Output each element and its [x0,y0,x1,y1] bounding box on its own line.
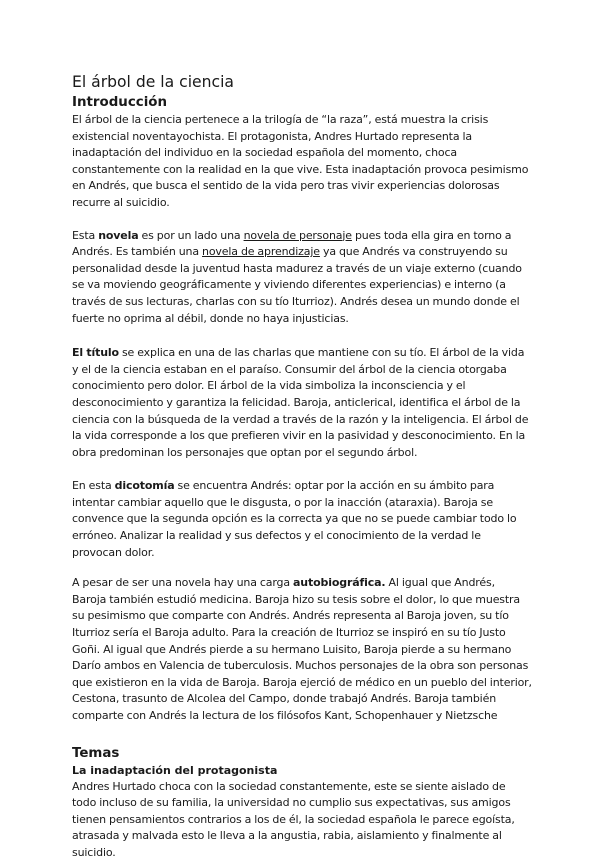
keyword-novela: novela [98,228,139,242]
temas-subheading-inadaptacion: La inadaptación del protagonista [72,763,278,777]
intro-paragraph-1: El árbol de la ciencia pertenece a la trilogía de “la raza”, está muestra la crisis existencial noventayochista. El protagonista, Andres Hurtado representa la inadaptación del individuo en la sociedad española del momento, choca constantemente con la realidad en la que vive. Esta inadaptación provoca pesimismo en Andrés, que busca el sentido de la vida pero tras vivir experiencias dolorosas recurre al suicidio. [72,113,529,209]
underlined-novela-de-aprendizaje: novela de aprendizaje [202,245,320,259]
intro-paragraph-3: El título se explica en una de las charlas que mantiene con su tío. El árbol de la vida y el de la ciencia estaban en el paraíso. Consumir del árbol de la ciencia otorgaba conocimiento pero dolor. El árbol de la vida simboliza la inconsciencia y el desconocimiento y garantiza la felicidad. Baroja, anticlerical, identifica el árbol de la ciencia con la búsqueda de la verdad a través de la razón y la inteligencia. El árbol de la vida corresponde a los que prefieren vivir en la pasividad y desconocimiento. En la obra predominan los personajes que optan por el segundo árbol. [72,346,529,459]
document-title: El árbol de la ciencia [72,73,234,91]
intro-paragraph-4: En esta dicotomía se encuentra Andrés: optar por la acción en su ámbito para intentar cambiar aquello que le disgusta, o por la inacción (ataraxia). Baroja se convence que la segunda opción es la correcta ya que no se puede cambiar todo lo erróneo. Analizar la realidad y sus defectos y el conocimiento de la verdad le provocan dolor. [72,479,517,559]
keyword-el-titulo: El título [72,346,119,360]
temas-heading: Temas [72,745,120,761]
intro-heading: Introducción [72,95,168,110]
document-page [72,71,532,862]
keyword-autobiografica: autobiográfica. [293,576,386,590]
keyword-dicotomia: dicotomía [114,479,175,493]
underlined-novela-de-personaje: novela de personaje [243,228,352,242]
intro-paragraph-5: A pesar de ser una novela hay una carga autobiográfica. Al igual que Andrés, Baroja también estudió medicina. Baroja hizo su tesis sobre el dolor, lo que muestra su pesimismo que comparte con Andrés. Andrés representa al Baroja joven, su tío Iturrioz sería el Baroja adulto. Para la creación de Iturrioz se inspiró en su tío Justo Goñi. Al igual que Andrés pierde a su hermano Luisito, Baroja pierde a su hermano Darío ambos en Valencia de tuberculosis. Muchos personajes de la obra son personas que existieron en la vida de Baroja. Baroja ejerció de médico en un pueblo del interior, Cestona, trasunto de Alcolea del Campo, donde trabajó Andrés. Baroja también comparte con Andrés la lectura de los filósofos Kant, Schopenhauer y Nietzsche [72,576,532,722]
temas-paragraph-1: Andres Hurtado choca con la sociedad constantemente, este se siente aislado de todo incluso de su familia, la universidad no cumplio sus expectativas, sus amigos tienen pensamientos contrarios a los de él, la sociedad española le parece egoísta, atrasada y malvada esto le lleva a la angustia, rabia, aislamiento y finalmente al suicidio. [72,779,515,859]
intro-paragraph-2: Esta novela es por un lado una novela de personaje pues toda ella gira en torno a Andrés. Es también una novela de aprendizaje ya que Andrés va construyendo su personalidad desde la juventud hasta madurez a través de un viaje externo (cuando se va moviendo geográficamente y viviendo diferentes experiencias) e interno (a través de sus lecturas, charlas con su tío Iturrioz). Andrés desea un mundo donde el fuerte no oprima al débil, donde no haya injusticias. [72,228,522,325]
